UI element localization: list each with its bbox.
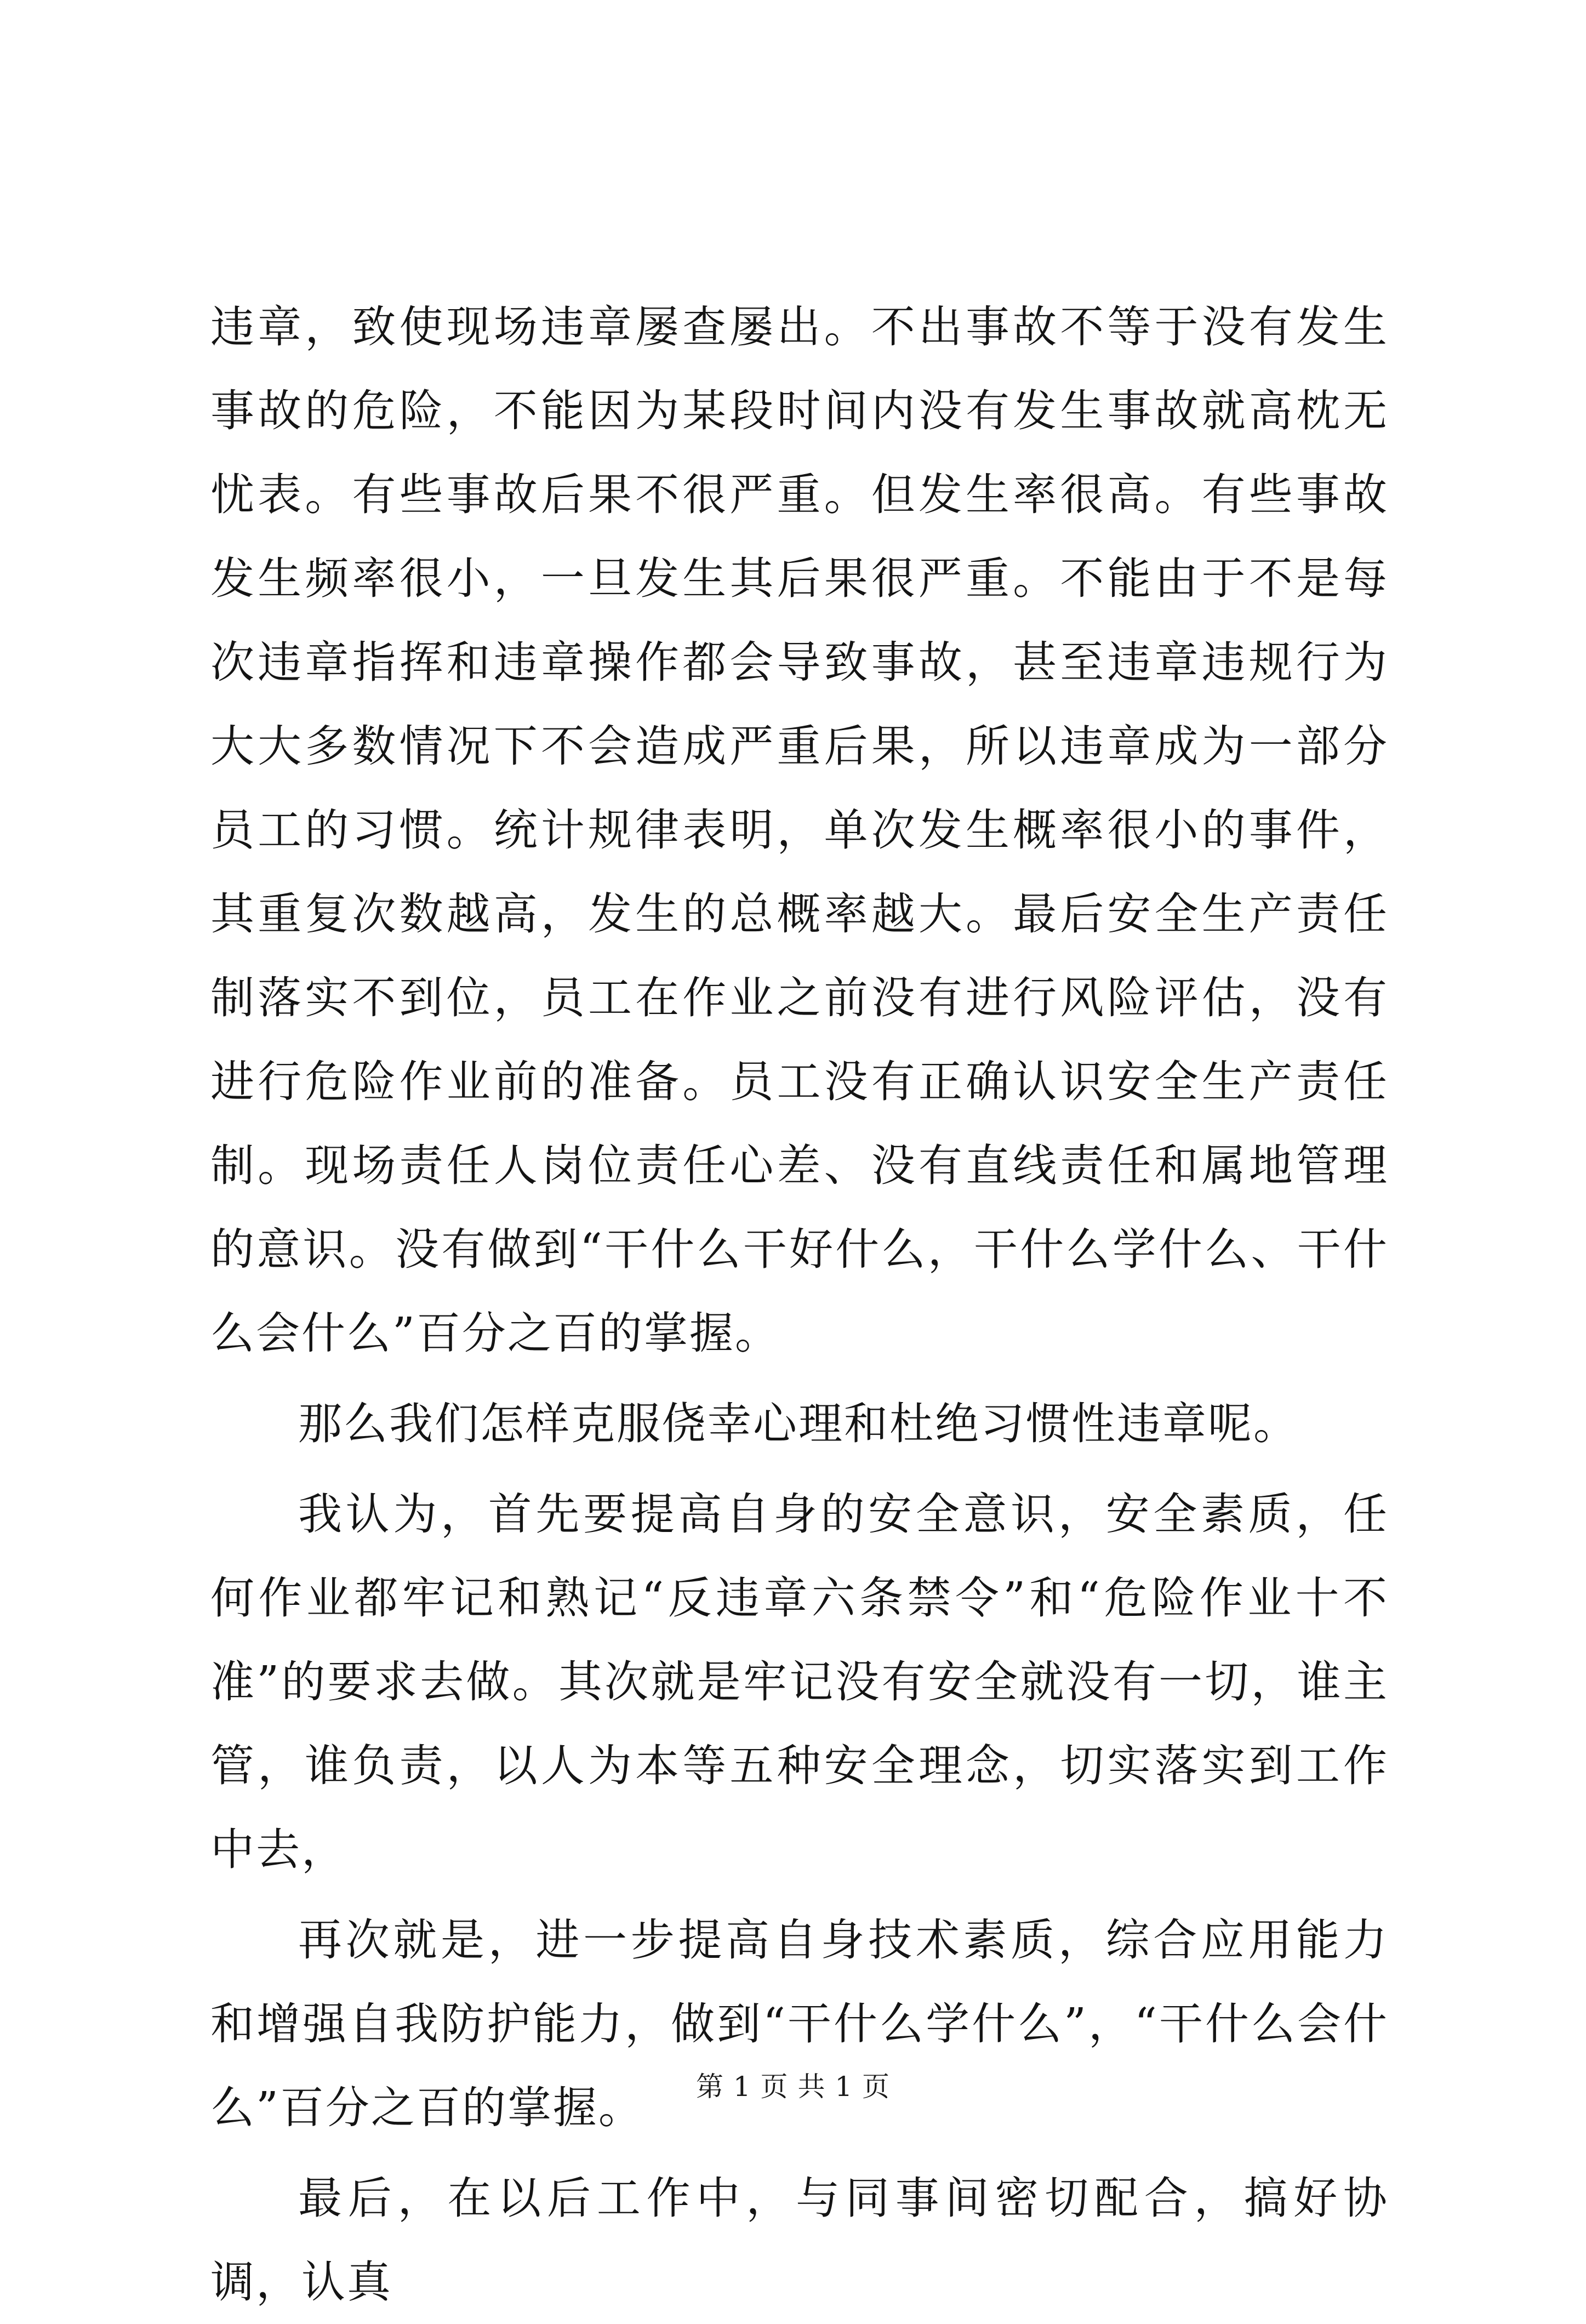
- paragraph-continued: 违章，致使现场违章屡查屡出。不出事故不等于没有发生事故的危险，不能因为某段时间内没有发生事故就高枕无忧表。有些事故后果不很严重。但发生率很高。有些事故发生频率很小，一旦发生其后果很严重。不能由于不是每次违章指挥和违章操作都会导致事故，甚至违章违规行为大大多数情况下不会造成严重后果，所以违章成为一部分员工的习惯。统计规律表明，单次发生概率很小的事件，其重复次数越高，发生的总概率越大。最后安全生产责任制落实不到位，员工在作业之前没有进行风险评估，没有进行危险作业前的准备。员工没有正确认识安全生产责任制。现场责任人岗位责任心差、没有直线责任和属地管理的意识。没有做到“干什么干好什么，干什么学什么、干什么会什么”百分之百的掌握。: [210, 301, 1389, 1359]
- paragraph-question: 那么我们怎样克服侥幸心理和杜绝习惯性违章呢。: [298, 1398, 1299, 1449]
- paragraph-last-measure: 最后，在以后工作中，与同事间密切配合，搞好协调，认真: [210, 2173, 1389, 2308]
- document-body: [210, 285, 1389, 2324]
- paragraph-second-measure: 再次就是，进一步提高自身技术素质，综合应用能力和增强自我防护能力，做到“干什么学什么”，“干什么会什么”百分之百的掌握。: [210, 1915, 1389, 2133]
- paragraph-first-measure: 我认为，首先要提高自身的安全意识，安全素质，任何作业都牢记和熟记“反违章六条禁令”和“危险作业十不准”的要求去做。其次就是牢记没有安全就没有一切，谁主管，谁负责，以人为本等五种安全理念，切实落实到工作中去，: [210, 1489, 1389, 1875]
- page-footer: 第 1 页 共 1 页: [695, 2071, 891, 2103]
